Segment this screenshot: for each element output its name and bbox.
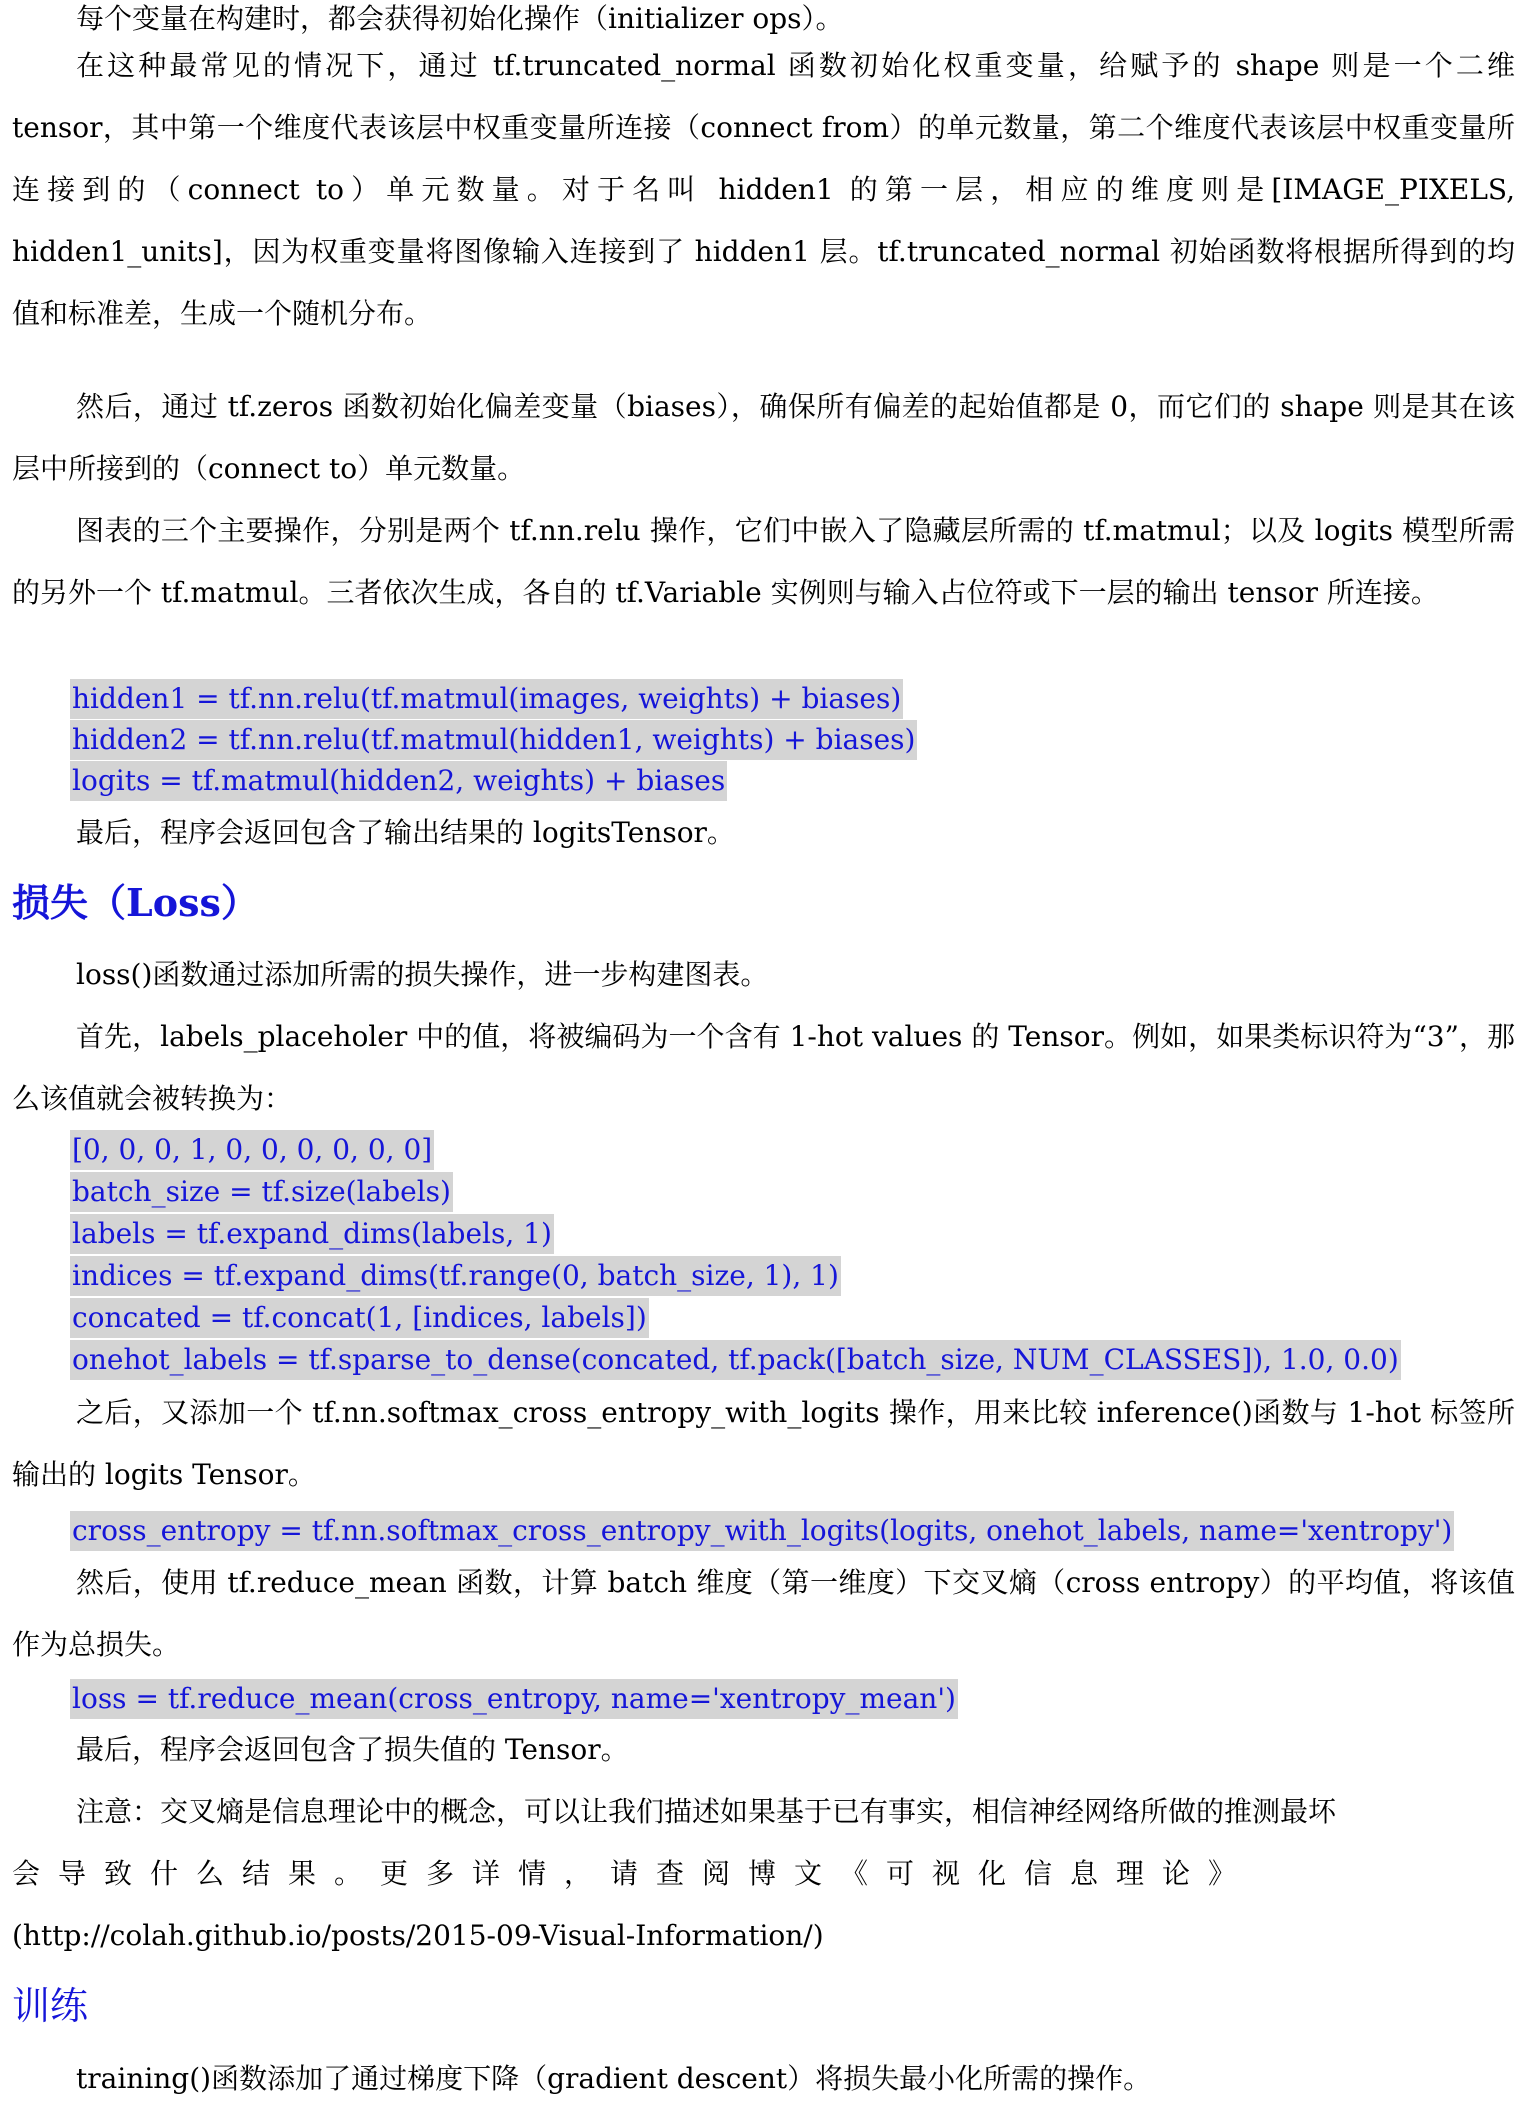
code-line-labels: labels = tf.expand_dims(labels, 1) bbox=[70, 1214, 554, 1254]
code-line-cross-entropy: cross_entropy = tf.nn.softmax_cross_entropy_with_logits(logits, onehot_labels, name='xentropy') bbox=[70, 1511, 1454, 1551]
code-line-batch-size: batch_size = tf.size(labels) bbox=[70, 1172, 453, 1212]
code-line-concated: concated = tf.concat(1, [indices, labels]) bbox=[70, 1298, 649, 1338]
paragraph-note-line1: 注意：交叉熵是信息理论中的概念，可以让我们描述如果基于已有事实，相信神经网络所做的推测最坏 bbox=[76, 1795, 1337, 1828]
paragraph-note-line2: 会导致什么结果。更多详情，请查阅博文《可视化信息理论》 bbox=[12, 1857, 1255, 1890]
paragraph-relu-ops: 图表的三个主要操作，分别是两个 tf.nn.relu 操作，它们中嵌入了隐藏层所需的 tf.matmul；以及 logits 模型所需的另外一个 tf.matmul。三者依次生成，各自的 tf.Variable 实例则与输入占位符或下一层的输出 tensor 所连接。 bbox=[12, 514, 1515, 609]
paragraph-loss-function: loss()函数通过添加所需的损失操作，进一步构建图表。 bbox=[76, 958, 769, 991]
code-line-hidden2: hidden2 = tf.nn.relu(tf.matmul(hidden1, weights) + biases) bbox=[70, 720, 917, 760]
code-line-logits: logits = tf.matmul(hidden2, weights) + biases bbox=[70, 761, 727, 801]
paragraph-return-logits: 最后，程序会返回包含了输出结果的 logitsTensor。 bbox=[76, 816, 735, 849]
paragraph-truncated-normal: 在这种最常见的情况下，通过 tf.truncated_normal 函数初始化权重变量，给赋予的 shape 则是一个二维 tensor，其中第一个维度代表该层中权重变量所连接（connect from）的单元数量，第二个维度代表该层中权重变量所连接到的（connect to）单元数量。对于名叫 hidden1 的第一层，相应的维度则是[IMAGE_PIXELS, hidden1_units]，因为权重变量将图像输入连接到了 hidden1 层。tf.truncated_normal 初始函数将根据所得到的均值和标准差，生成一个随机分布。 bbox=[12, 49, 1515, 330]
paragraph-one-hot: 首先，labels_placeholer 中的值，将被编码为一个含有 1-hot values 的 Tensor。例如，如果类标识符为“3”，那么该值就会被转换为： bbox=[12, 1020, 1515, 1115]
paragraph-return-loss: 最后，程序会返回包含了损失值的 Tensor。 bbox=[76, 1733, 629, 1766]
code-line-onehot-example: [0, 0, 0, 1, 0, 0, 0, 0, 0, 0] bbox=[70, 1130, 434, 1170]
paragraph-softmax: 之后，又添加一个 tf.nn.softmax_cross_entropy_with_logits 操作，用来比较 inference()函数与 1-hot 标签所输出的 logits Tensor。 bbox=[12, 1396, 1515, 1491]
section-heading-loss: 损失（Loss） bbox=[12, 880, 259, 925]
code-line-hidden1: hidden1 = tf.nn.relu(tf.matmul(images, weights) + biases) bbox=[70, 679, 903, 719]
paragraph-biases: 然后，通过 tf.zeros 函数初始化偏差变量（biases），确保所有偏差的起始值都是 0，而它们的 shape 则是其在该层中所接到的（connect to）单元数量。 bbox=[12, 390, 1515, 485]
paragraph-reduce-mean: 然后，使用 tf.reduce_mean 函数，计算 batch 维度（第一维度）下交叉熵（cross entropy）的平均值，将该值作为总损失。 bbox=[12, 1566, 1515, 1661]
note-link-url: (http://colah.github.io/posts/2015-09-Visual-Information/) bbox=[12, 1919, 824, 1952]
paragraph-training-function: training()函数添加了通过梯度下降（gradient descent）将损失最小化所需的操作。 bbox=[76, 2062, 1152, 2095]
code-line-indices: indices = tf.expand_dims(tf.range(0, batch_size, 1), 1) bbox=[70, 1256, 841, 1296]
code-line-onehot-labels: onehot_labels = tf.sparse_to_dense(concated, tf.pack([batch_size, NUM_CLASSES]), 1.0, 0.0) bbox=[70, 1340, 1401, 1380]
code-line-loss: loss = tf.reduce_mean(cross_entropy, name='xentropy_mean') bbox=[70, 1679, 958, 1719]
section-heading-training: 训练 bbox=[12, 1984, 89, 2028]
paragraph-initializer-ops: 每个变量在构建时，都会获得初始化操作（initializer ops）。 bbox=[76, 2, 844, 35]
